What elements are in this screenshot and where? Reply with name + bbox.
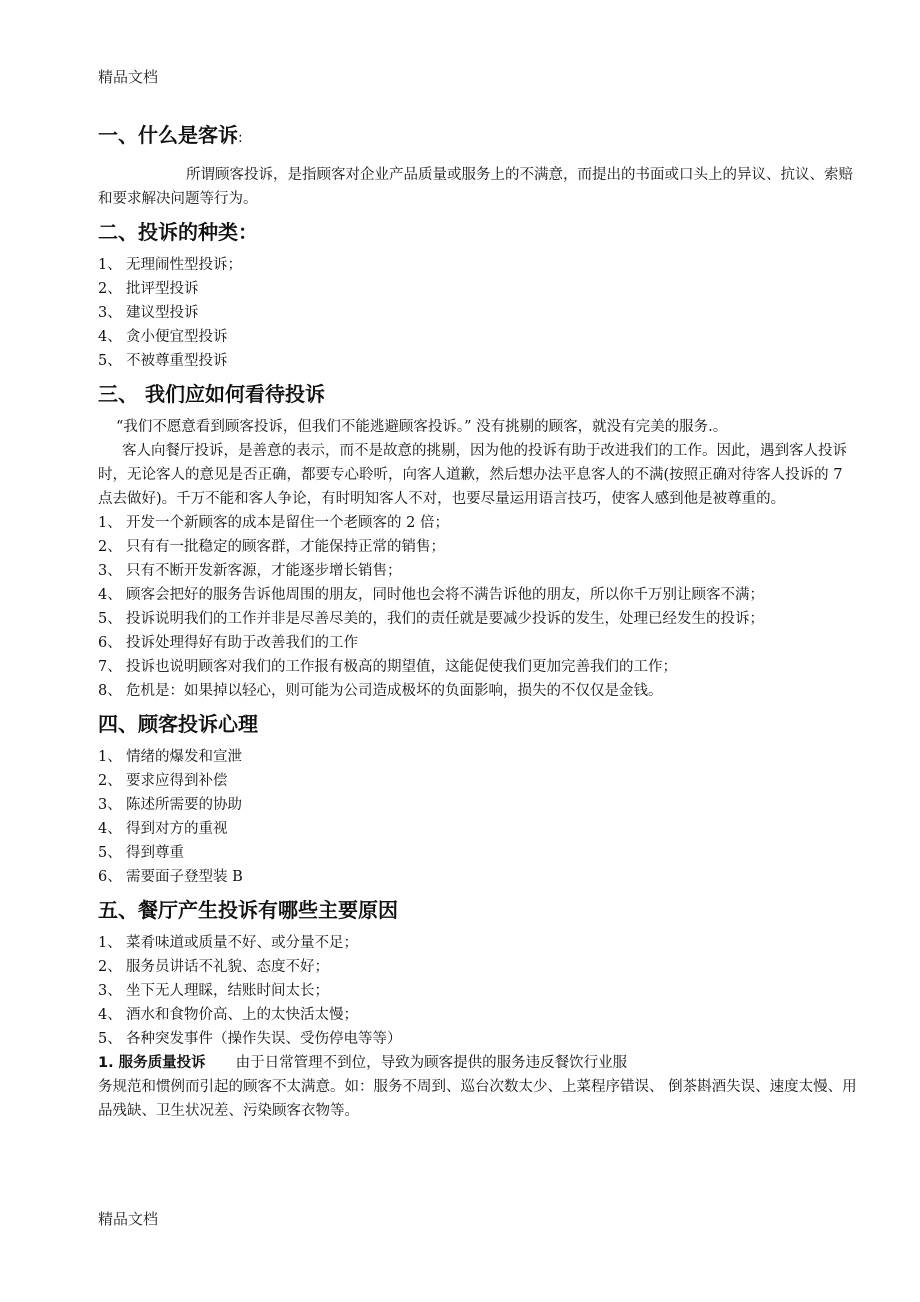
section-3-heading: 三、 我们应如何看待投诉 — [98, 382, 325, 406]
section-1-paragraph: 所谓顾客投诉，是指顾客对企业产品质量或服务上的不满意，而提出的书面或口头上的异议、抗议、索赔和要求解决问题等行为。 — [98, 167, 853, 207]
section-1-title: 一、什么是客诉 — [98, 123, 238, 147]
list-item-text: 只有有一批稳定的顾客群，才能保持正常的销售； — [126, 539, 445, 555]
list-item-number: 6、 — [98, 635, 122, 651]
section-2-heading: 二、投诉的种类： — [98, 220, 258, 244]
list-item-number: 4、 — [98, 587, 122, 603]
section-4-list — [98, 745, 858, 889]
list-item — [98, 745, 858, 769]
list-item-text: 要求应得到补偿 — [126, 773, 228, 789]
list-item — [98, 1027, 858, 1051]
list-item — [98, 301, 858, 325]
subsection-1-paragraph — [98, 1051, 858, 1075]
list-item-text: 需要面子登型装 B — [126, 869, 243, 885]
list-item-text: 开发一个新顾客的成本是留住一个老顾客的 2 倍； — [126, 515, 449, 531]
list-item-number: 1、 — [98, 257, 122, 273]
list-item — [98, 955, 858, 979]
list-item-text: 得到对方的重视 — [126, 821, 228, 837]
list-item-text: 无理闹性型投诉； — [126, 257, 242, 273]
list-item-text: 危机是：如果掉以轻心，则可能为公司造成极坏的负面影响，损失的不仅仅是金钱。 — [126, 683, 663, 699]
list-item-number: 4、 — [98, 1007, 122, 1023]
list-item-number: 1、 — [98, 935, 122, 951]
page-header-mark: 精品文档 — [98, 68, 159, 86]
section-3-paragraph: 客人向餐厅投诉，是善意的表示，而不是故意的挑剔，因为他的投诉有助于改进我们的工作。因此，遇到客人投诉时，无论客人的意见是否正确，都要专心聆听，向客人道歉，然后想办法平息客人的不满(按照正确对待客人投诉的 7 点去做好)。千万不能和客人争论，有时明知客人不对，也要尽量运用语言技巧，使客人感到他是被尊重的。 — [98, 443, 847, 507]
list-item-text: 投诉也说明顾客对我们的工作报有极高的期望值，这能促使我们更加完善我们的工作； — [126, 659, 677, 675]
list-item-number: 5、 — [98, 353, 122, 369]
list-item — [98, 277, 858, 301]
list-item-text: 建议型投诉 — [126, 305, 199, 321]
list-item-number: 2、 — [98, 281, 122, 297]
page-footer-mark: 精品文档 — [98, 1210, 159, 1228]
list-item-number: 6、 — [98, 869, 122, 885]
list-item — [98, 865, 858, 889]
list-item-number: 5、 — [98, 1031, 122, 1047]
list-item — [98, 325, 858, 349]
list-item — [98, 817, 858, 841]
list-item-text: 各种突发事件（操作失误、受伤停电等等） — [126, 1031, 402, 1047]
list-item-text: 服务员讲话不礼貌、态度不好； — [126, 959, 329, 975]
list-item-text: 批评型投诉 — [126, 281, 199, 297]
list-item-text: 菜肴味道或质量不好、或分量不足； — [126, 935, 358, 951]
section-2-list — [98, 253, 858, 373]
list-item-number: 3、 — [98, 305, 122, 321]
list-item-text: 坐下无人理睬，结账时间太长； — [126, 983, 329, 999]
list-item-number: 3、 — [98, 797, 122, 813]
section-4-heading: 四、顾客投诉心理 — [98, 712, 258, 736]
list-item-text: 情绪的爆发和宣泄 — [126, 749, 242, 765]
list-item — [98, 349, 858, 373]
list-item — [98, 253, 858, 277]
list-item-number: 2、 — [98, 773, 122, 789]
list-item-text: 陈述所需要的协助 — [126, 797, 242, 813]
list-item — [98, 607, 858, 631]
list-item-text: 得到尊重 — [126, 845, 184, 861]
list-item-text: 酒水和食物价高、上的太快活太慢； — [126, 1007, 358, 1023]
section-5-heading: 五、餐厅产生投诉有哪些主要原因 — [98, 898, 398, 922]
list-item-number: 1、 — [98, 749, 122, 765]
list-item-number: 5、 — [98, 845, 122, 861]
list-item-text: 只有不断开发新客源，才能逐步增长销售； — [126, 563, 402, 579]
list-item-number: 2、 — [98, 539, 122, 555]
list-item — [98, 769, 858, 793]
subsection-1-rest: 务规范和惯例而引起的顾客不太满意。如：服务不周到、巡台次数太少、上菜程序错误、 倒茶斟酒失误、速度太慢、用品残缺、卫生状况差、污染顾客衣物等。 — [98, 1079, 857, 1119]
section-1-suffix: : — [238, 130, 243, 146]
list-item — [98, 511, 858, 535]
list-item-text: 顾客会把好的服务告诉他周围的朋友，同时他也会将不满告诉他的朋友，所以你千万别让顾客不满； — [126, 587, 764, 603]
list-item — [98, 655, 858, 679]
list-item-text: 投诉说明我们的工作并非是尽善尽美的，我们的责任就是要减少投诉的发生，处理已经发生的投诉； — [126, 611, 764, 627]
list-item-number: 3、 — [98, 563, 122, 579]
list-item-number: 7、 — [98, 659, 122, 675]
list-item-text: 贪小便宜型投诉 — [126, 329, 228, 345]
section-1-heading — [98, 120, 858, 153]
list-item — [98, 931, 858, 955]
list-item-number: 1、 — [98, 515, 122, 531]
document-body — [98, 120, 858, 1123]
list-item-number: 3、 — [98, 983, 122, 999]
subsection-1-label: 1. 服务质量投诉 — [98, 1055, 206, 1071]
list-item-number: 2、 — [98, 959, 122, 975]
list-item — [98, 841, 858, 865]
list-item — [98, 979, 858, 1003]
list-item-text: 不被尊重型投诉 — [126, 353, 228, 369]
list-item — [98, 631, 858, 655]
list-item — [98, 535, 858, 559]
section-3-quote: “我们不愿意看到顾客投诉，但我们不能逃避顾客投诉。” 没有挑剔的顾客，就没有完美的服务.。 — [116, 419, 728, 435]
list-item — [98, 559, 858, 583]
list-item — [98, 793, 858, 817]
subsection-1-lead: 由于日常管理不到位，导致为顾客提供的服务违反餐饮行业服 — [235, 1055, 628, 1071]
list-item-number: 4、 — [98, 821, 122, 837]
list-item — [98, 583, 858, 607]
list-item — [98, 1003, 858, 1027]
list-item-number: 5、 — [98, 611, 122, 627]
list-item-number: 8、 — [98, 683, 122, 699]
list-item-number: 4、 — [98, 329, 122, 345]
section-5-list — [98, 931, 858, 1051]
section-3-list — [98, 511, 858, 703]
list-item — [98, 679, 858, 703]
list-item-text: 投诉处理得好有助于改善我们的工作 — [126, 635, 358, 651]
